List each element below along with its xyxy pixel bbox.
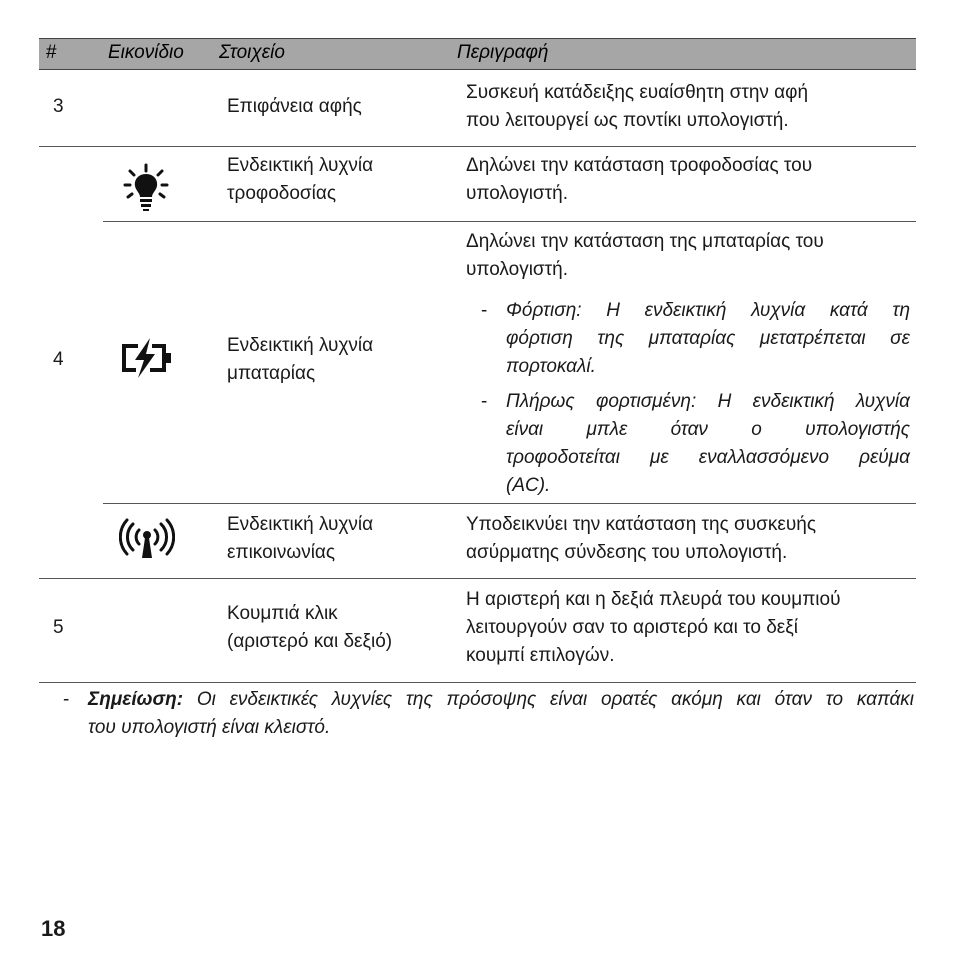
row-divider [39, 146, 916, 147]
note-line1 [88, 686, 914, 714]
row-4b-desc-line1: Δηλώνει την κατάσταση της μπαταρίας του [466, 231, 824, 252]
row-4c-desc-line2: ασύρματης σύνδεσης του υπολογιστή. [466, 542, 788, 563]
row-4a-desc-line1: Δηλώνει την κατάσταση τροφοδοσίας του [466, 155, 813, 176]
row-4a-desc-line2: υπολογιστή. [466, 183, 569, 204]
row-5-item-line2: (αριστερό και δεξιό) [227, 631, 393, 652]
row-divider [103, 503, 916, 504]
row-5-item-line1: Κουμπιά κλικ [227, 603, 338, 624]
row-divider [103, 221, 916, 222]
row-4b-item-line1: Ενδεικτική λυχνία [227, 335, 374, 356]
row-4c-item-line1: Ενδεικτική λυχνία [227, 514, 374, 535]
bullet-2-line3: τροφοδοτείται με εναλλασσόμενο ρεύμα [506, 447, 910, 468]
row-5-number: 5 [53, 617, 64, 638]
row-3-number: 3 [53, 96, 64, 117]
bullet-dash: - [481, 391, 488, 412]
power-light-icon [122, 163, 170, 213]
wireless-antenna-icon [119, 518, 175, 560]
table-header [39, 38, 916, 70]
page-number: 18 [41, 916, 66, 941]
bullet-1-line1: Φόρτιση: Η ενδεικτική λυχνία κατά τη [506, 300, 910, 321]
note-label: Σημείωση: [88, 689, 184, 710]
row-4a-item-line2: τροφοδοσίας [227, 183, 336, 204]
note-text: Οι ενδεικτικές λυχνίες της πρόσοψης είναι ορατές ακόμη και όταν το καπάκι [196, 689, 915, 710]
row-3-desc-line2: που λειτουργεί ως ποντίκι υπολογιστή. [466, 110, 789, 131]
row-divider [39, 578, 916, 579]
header-number: # [46, 42, 57, 63]
row-4b-item-line2: μπαταρίας [227, 363, 316, 384]
battery-charging-icon [118, 336, 174, 380]
table-bottom-border [39, 682, 916, 683]
row-4c-desc-line1: Υποδεικνύει την κατάσταση της συσκευής [466, 514, 816, 535]
bullet-dash: - [481, 300, 488, 321]
header-item: Στοιχείο [219, 42, 285, 63]
bullet-2-line4: (AC). [506, 475, 551, 496]
row-4-number: 4 [53, 349, 64, 370]
note-line2: του υπολογιστή είναι κλειστό. [88, 717, 331, 738]
note-dash: - [63, 689, 70, 710]
row-4c-item-line2: επικοινωνίας [227, 542, 336, 563]
bullet-1-line3: πορτοκαλί. [506, 356, 596, 377]
row-5-desc-line3: κουμπί επιλογών. [466, 645, 615, 666]
bullet-1-line2: φόρτιση της μπαταρίας μετατρέπεται σε [506, 328, 910, 349]
header-description: Περιγραφή [457, 42, 549, 63]
row-5-desc-line2: λειτουργούν σαν το αριστερό και το δεξί [466, 617, 798, 638]
row-3-item: Επιφάνεια αφής [227, 96, 362, 117]
row-4b-desc-line2: υπολογιστή. [466, 259, 569, 280]
header-icon: Εικονίδιο [108, 42, 184, 63]
row-5-desc-line1: Η αριστερή και η δεξιά πλευρά του κουμπιού [466, 589, 841, 610]
row-4a-item-line1: Ενδεικτική λυχνία [227, 155, 374, 176]
bullet-2-line2: είναι μπλε όταν ο υπολογιστής [506, 419, 910, 440]
bullet-2-line1: Πλήρως φορτισμένη: Η ενδεικτική λυχνία [506, 391, 910, 412]
row-3-desc-line1: Συσκευή κατάδειξης ευαίσθητη στην αφή [466, 82, 809, 103]
